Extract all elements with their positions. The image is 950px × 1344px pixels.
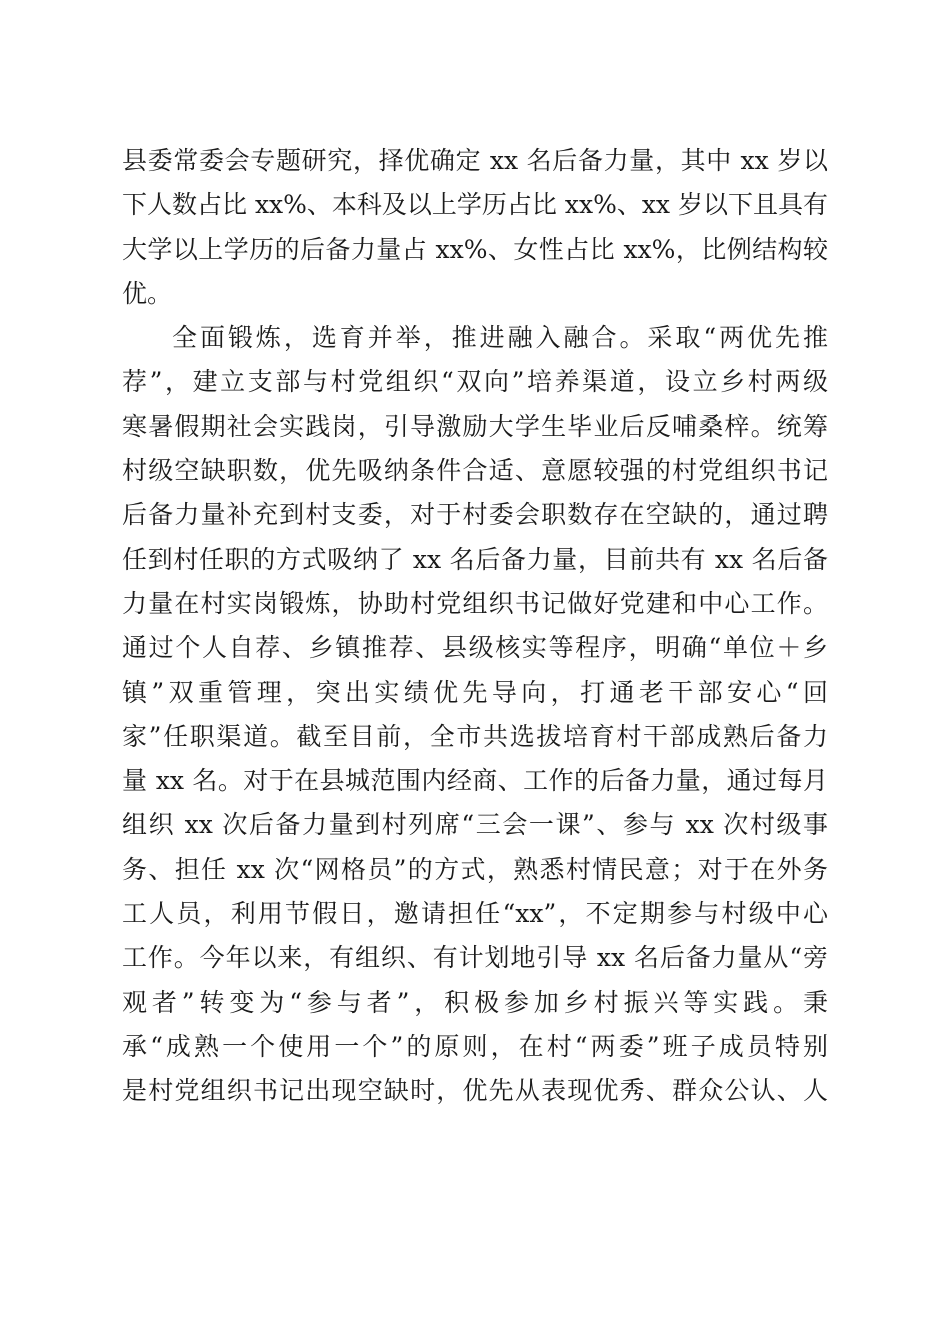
text-line: 量 xx 名。对于在县城范围内经商、工作的后备力量，通过每月 bbox=[122, 766, 828, 796]
text-line: 通过个人自荐、乡镇推荐、县级核实等程序，明确“单位＋乡 bbox=[122, 633, 828, 663]
text-line: 工人员，利用节假日，邀请担任“xx”，不定期参与村级中心 bbox=[122, 899, 828, 929]
text-line: 镇”双重管理，突出实绩优先导向，打通老干部安心“回 bbox=[122, 677, 828, 707]
text-line: 组织 xx 次后备力量到村列席“三会一课”、参与 xx 次村级事 bbox=[122, 810, 828, 840]
text-line: 优。 bbox=[122, 278, 173, 308]
text-line: 工作。今年以来，有组织、有计划地引导 xx 名后备力量从“旁 bbox=[122, 943, 828, 973]
paragraph-start-line: 全面锻炼，选育并举，推进融入融合。采取“两优先推 bbox=[172, 323, 828, 353]
text-line: 是村党组织书记出现空缺时，优先从表现优秀、群众公认、人 bbox=[122, 1076, 828, 1106]
text-line: 任到村任职的方式吸纳了 xx 名后备力量，目前共有 xx 名后备 bbox=[122, 544, 828, 574]
text-line: 后备力量补充到村支委，对于村委会职数存在空缺的，通过聘 bbox=[122, 500, 828, 530]
text-line: 观者”转变为“参与者”，积极参加乡村振兴等实践。秉 bbox=[122, 987, 828, 1017]
text-line: 县委常委会专题研究，择优确定 xx 名后备力量，其中 xx 岁以 bbox=[122, 146, 828, 175]
text-line: 荐”，建立支部与村党组织“双向”培养渠道，设立乡村两级 bbox=[122, 367, 828, 397]
body-text bbox=[122, 139, 828, 1114]
text-line: 力量在村实岗锻炼，协助村党组织书记做好党建和中心工作。 bbox=[122, 588, 828, 618]
text-line: 下人数占比 xx%、本科及以上学历占比 xx%、xx 岁以下且具有 bbox=[122, 190, 828, 220]
text-line: 务、担任 xx 次“网格员”的方式，熟悉村情民意；对于在外务 bbox=[122, 854, 828, 884]
text-line: 大学以上学历的后备力量占 xx%、女性占比 xx%，比例结构较 bbox=[122, 234, 828, 264]
text-line: 承“成熟一个使用一个”的原则，在村“两委”班子成员特别 bbox=[122, 1031, 828, 1061]
text-line: 寒暑假期社会实践岗，引导激励大学生毕业后反哺桑梓。统筹 bbox=[122, 411, 828, 441]
text-line: 村级空缺职数，优先吸纳条件合适、意愿较强的村党组织书记 bbox=[122, 456, 828, 486]
text-line: 家”任职渠道。截至目前，全市共选拔培育村干部成熟后备力 bbox=[122, 721, 828, 751]
